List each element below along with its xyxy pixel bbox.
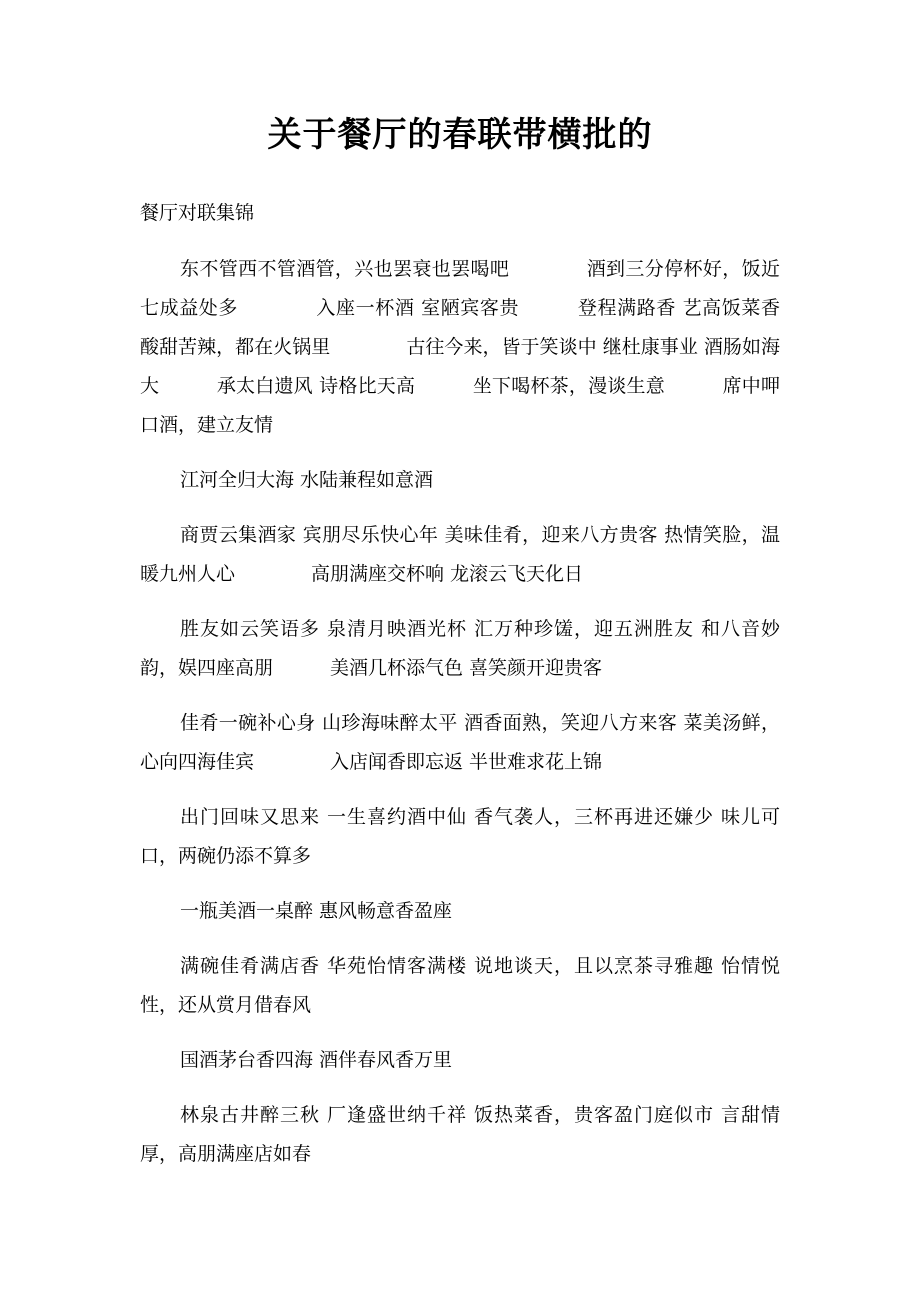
paragraph: 胜友如云笑语多 泉清月映酒光杯 汇万种珍馐，迎五洲胜友 和八音妙韵，娱四座高朋 美酒几杯添气色 喜笑颜开迎贵客 bbox=[140, 618, 780, 679]
document-title: 关于餐厅的春联带横批的 bbox=[267, 115, 653, 155]
paragraph: 出门回味又思来 一生喜约酒中仙 香气袭人，三杯再进还嫌少 味儿可口，两碗仍添不算多 bbox=[140, 806, 780, 867]
paragraph: 佳肴一碗补心身 山珍海味醉太平 酒香面熟，笑迎八方来客 菜美汤鲜，心向四海佳宾 入店闻香即忘返 半世难求花上锦 bbox=[140, 712, 780, 773]
paragraph: 江河全归大海 水陆兼程如意酒 bbox=[180, 469, 434, 491]
paragraph: 东不管西不管酒管，兴也罢衰也罢喝吧 酒到三分停杯好，饭近七成益处多 入座一杯酒 室陋宾客贵 登程满路香 艺高饭菜香 酸甜苦辣，都在火锅里 古往今来，皆于笑谈中 继杜康事业 酒肠如海大 承太白遗风 诗格比天高 坐下喝杯茶，漫谈生意 席中呷口酒，建立友情 bbox=[140, 258, 857, 436]
paragraph: 林泉古井醉三秋 厂逢盛世纳千祥 饭热菜香，贵客盈门庭似市 言甜情厚，高朋满座店如春 bbox=[140, 1104, 780, 1165]
paragraph: 国酒茅台香四海 酒伴春风香万里 bbox=[180, 1049, 453, 1071]
paragraph: 商贾云集酒家 宾朋尽乐快心年 美味佳肴，迎来八方贵客 热情笑脸，温暖九州人心 高朋满座交杯响 龙滚云飞天化日 bbox=[140, 524, 780, 585]
paragraph: 一瓶美酒一桌醉 惠风畅意香盈座 bbox=[180, 900, 453, 922]
document-body bbox=[140, 250, 857, 1190]
document-subtitle: 餐厅对联集锦 bbox=[140, 202, 255, 224]
paragraph: 满碗佳肴满店香 华苑怡情客满楼 说地谈天，且以烹茶寻雅趣 怡情悦性，还从赏月借春风 bbox=[140, 955, 780, 1016]
